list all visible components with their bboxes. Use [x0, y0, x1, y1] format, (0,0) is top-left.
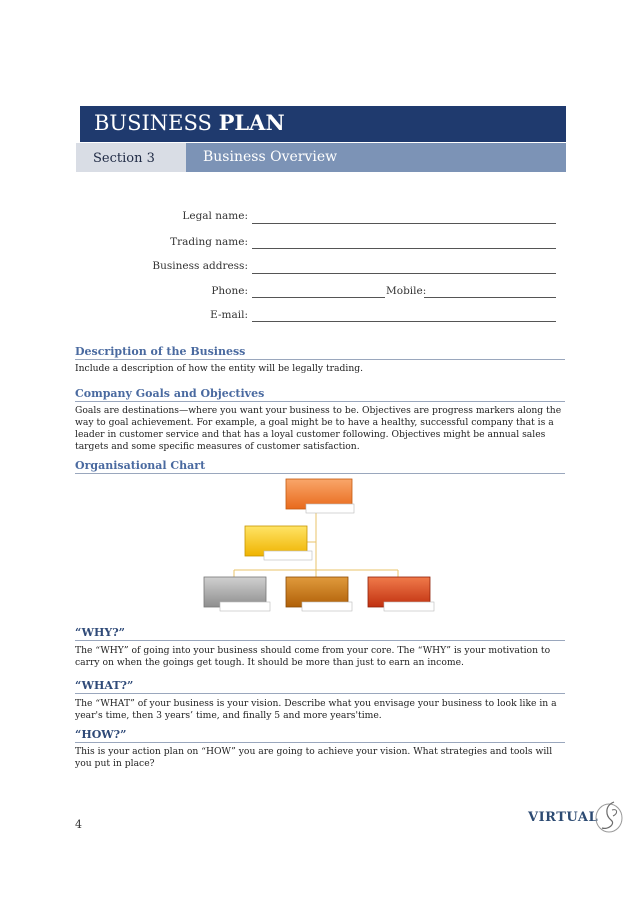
what-body: The “WHAT” of your business is your vision. Describe what you envisage your business to look like in a year's time, then 3 years’ time, and finally 5 and more years'time. [75, 698, 557, 721]
organisational-chart [200, 476, 440, 616]
org-box-bottom-right [368, 577, 434, 611]
document-title [94, 110, 285, 135]
page-number: 4 [75, 818, 82, 831]
how-heading: “HOW?” [75, 728, 565, 743]
phone-field[interactable] [252, 297, 385, 298]
how-body: This is your action plan on “HOW” you are going to achieve your vision. What strategies and tools will you put in place? [75, 746, 553, 769]
org-box-middle [245, 526, 312, 560]
goals-heading: Company Goals and Objectives [75, 387, 565, 402]
legal-name-label: Legal name: [182, 210, 248, 222]
trading-name-field[interactable] [252, 248, 556, 249]
phone-label: Phone: [211, 285, 248, 297]
email-label: E-mail: [210, 309, 248, 321]
virtual-logo [528, 796, 628, 836]
why-body: The “WHY” of going into your business should come from your core. The “WHY” is your motivation to carry on when the goings get tough. It should be more than just to earn an income. [75, 645, 551, 668]
section-title-box [186, 143, 566, 172]
mobile-label: Mobile: [386, 285, 427, 297]
trading-name-label: Trading name: [170, 236, 248, 248]
section-number: Section 3 [93, 151, 155, 166]
logo-swirl-icon [592, 796, 626, 836]
business-address-label: Business address: [152, 260, 248, 272]
description-body: Include a description of how the entity will be legally trading. [75, 363, 364, 374]
org-box-bottom-left [204, 577, 270, 611]
email-field[interactable] [252, 321, 556, 322]
title-regular: BUSINESS [94, 111, 212, 135]
org-chart-heading: Organisational Chart [75, 459, 565, 474]
legal-name-field[interactable] [252, 223, 556, 224]
org-box-bottom-center [286, 577, 352, 611]
section-title: Business Overview [203, 149, 338, 165]
logo-text: VIRTUAL [528, 810, 599, 825]
org-box-top [286, 479, 354, 513]
what-heading: “WHAT?” [75, 679, 565, 694]
mobile-field[interactable] [424, 297, 556, 298]
document-header [80, 106, 566, 142]
section-number-box [76, 143, 186, 172]
goals-body: Goals are destinations—where you want your business to be. Objectives are progress markers along the way to goal achievement. For example, a goal might be to have a healthy, successful company that is a leader in customer service and that has a loyal customer following. Objectives might be annual sales targets and some specific measures of customer satisfaction. [75, 405, 562, 452]
why-heading: “WHY?” [75, 626, 565, 641]
business-address-field[interactable] [252, 273, 556, 274]
title-bold: PLAN [218, 110, 285, 135]
description-heading: Description of the Business [75, 345, 565, 360]
